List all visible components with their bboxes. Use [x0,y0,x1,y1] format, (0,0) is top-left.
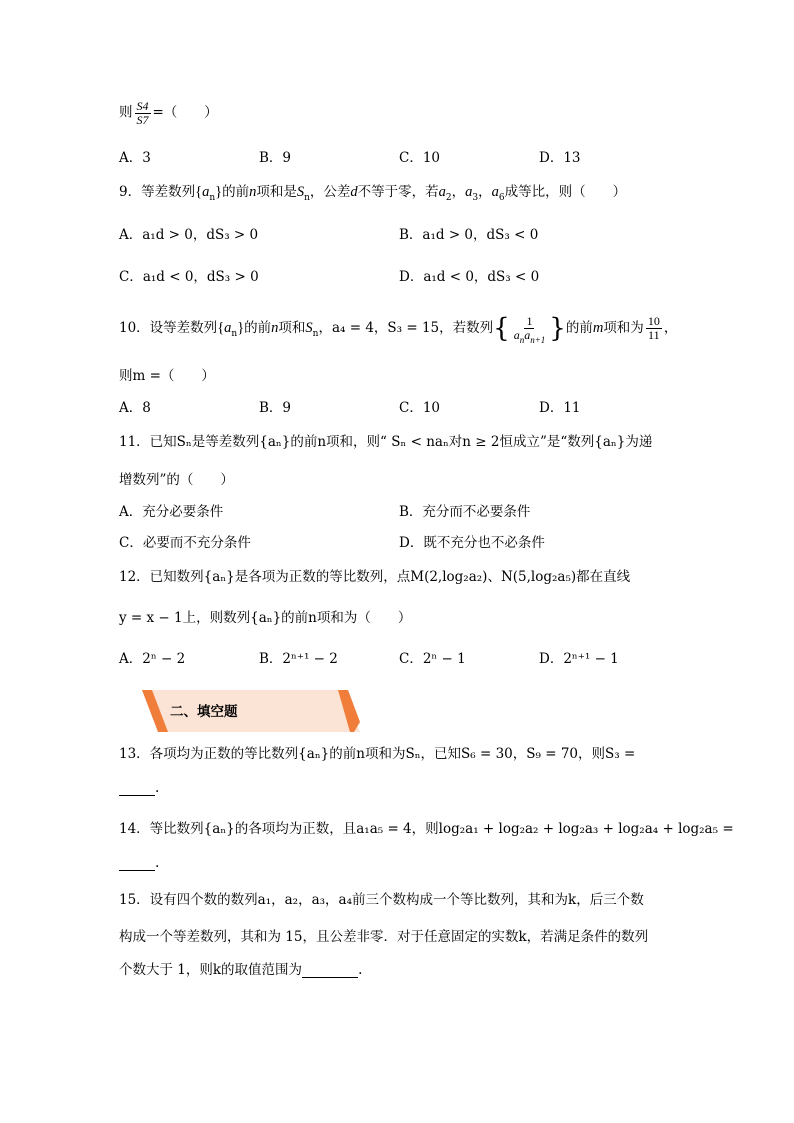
q14-line2 [119,855,159,871]
q10-stem-e: 的前 [565,320,593,336]
q8-suffix: =（ ） [152,104,218,121]
q9-stem-d: ，公差 [309,184,351,200]
q13-line2 [119,780,159,796]
q9-stem-b: 的前 [222,184,250,200]
q10-stem: 10．设等差数列$\{a_n\}$的前n项和$S_n$，a₄ = 4，S₃ = 15，若数列{ $\frac{1}{a_na_{n+1}}$ }的前m项和为 $\frac{10}{11}$ ， [119,313,678,345]
q13-line1: 13．各项均为正数的等比数列{aₙ}的前n项和为Sₙ，已知S₆ = 30，S₉ = 70，则S₃ = [119,746,636,762]
q10-stem-f: 项和为 [603,320,644,336]
q14-answer-blank[interactable] [119,856,155,871]
q12-line2: y = x − 1上，则数列{aₙ}的前n项和为（ ） [119,610,412,626]
q10-ratio [646,315,662,341]
q10-stem-b: 的前 [244,320,272,336]
q8-prefix: 则 [119,104,133,121]
q10-stem-a: 10．设等差数列 [119,320,218,336]
q15-line1: 15．设有四个数的数列a₁，a₂，a₃，a₄前三个数构成一个等比数列，其和为k，后三个数 [119,892,644,908]
q13-answer-blank[interactable] [119,781,155,796]
q12-option-d: D．2ⁿ⁺¹ − 1 [539,651,619,667]
q9-option-b: B．a₁d > 0，dS₃ < 0 [399,227,539,243]
q10-ratio-den: 11 [648,328,660,342]
q10-option-a: A．8 [119,400,151,416]
q10-tail: 则m =（ ） [119,368,215,384]
q15-line3-text: 个数大于 1，则k的取值范围为 [119,962,303,978]
q8-option-c: C．10 [399,150,441,166]
q8-fraction [135,100,151,126]
q11-line1: 11．已知Sₙ是等差数列{aₙ}的前n项和，则“ Sₙ < naₙ对n ≥ 2恒成立”是“数列{aₙ}为递 [119,434,653,450]
q8-frac-num: S4 [136,99,149,113]
q9-stem-a: 9．等差数列 [119,184,196,200]
q9-stem-f: 成等比，则（ ） [504,184,627,200]
q10-stem-d: ，a₄ = 4，S₃ = 15，若数列 [318,320,494,336]
q10-stem-c: 项和 [278,320,306,336]
q9-stem-c: 项和是 [256,184,297,200]
q10-option-b: B．9 [259,400,292,416]
q11-option-b: B．充分而不必要条件 [399,504,531,520]
q14-line1: 14．等比数列{aₙ}的各项均为正数，且a₁a₅ = 4，则log₂a₁ + log₂a₂ + log₂a₃ + log₂a₄ + log₂a₅ = [119,821,734,837]
q13-end: . [155,780,160,796]
q11-option-d: D．既不充分也不必条件 [399,535,545,551]
q9-option-c: C．a₁d < 0，dS₃ > 0 [119,269,259,285]
q11-line2: 增数列”的（ ） [119,472,234,488]
q11-option-c: C．必要而不充分条件 [119,535,251,551]
q15-answer-blank[interactable] [302,963,358,978]
q9-stem: 9．等差数列$\{a_n\}$的前n项和是$S_n$，公差d不等于零，若$a_2$，$a_3$，$a_6$成等比，则（ ） [119,184,627,203]
q11-option-a: A．充分必要条件 [119,504,224,520]
section-title: 二、填空题 [170,704,238,720]
q12-line1: 12．已知数列{aₙ}是各项为正数的等比数列，点M(2,log₂a₂)、N(5,log₂a₅)都在直线 [119,569,631,585]
q10-ratio-num: 10 [647,314,660,329]
q8-option-d: D．13 [539,150,581,166]
q15-end: . [358,962,363,978]
q10-sequence-fraction: $\frac{1}{a_na_{n+1}}$ [513,314,546,345]
q12-option-c: C．2ⁿ − 1 [399,651,466,667]
q8-frac-den: S7 [136,112,149,127]
q12-option-a: A．2ⁿ − 2 [119,651,186,667]
q9-stem-e: 不等于零，若 [357,184,439,200]
q8-option-a: A．3 [119,150,151,166]
q9-option-a: A．a₁d > 0，dS₃ > 0 [119,227,259,243]
q15-line3 [119,958,362,978]
q15-line2: 构成一个等差数列，其和为 15，且公差非零．对于任意固定的实数k，若满足条件的数列 [119,929,649,945]
q14-end: . [155,855,160,871]
q8-option-b: B．9 [259,150,292,166]
q12-option-b: B．2ⁿ⁺¹ − 2 [259,651,338,667]
q9-option-d: D．a₁d < 0，dS₃ < 0 [399,269,540,285]
q10-option-d: D．11 [539,400,581,416]
q10-option-c: C．10 [399,400,441,416]
q8-stem [119,100,218,126]
